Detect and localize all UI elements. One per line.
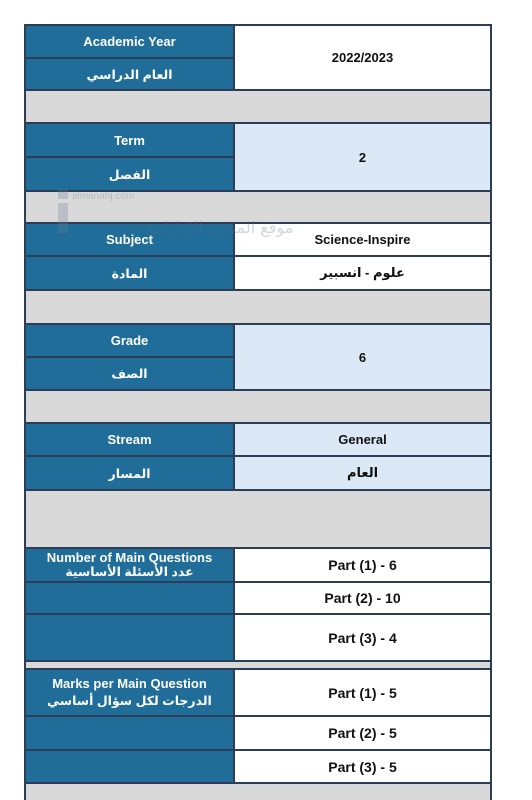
main-questions-part-3: Part (3) - 4 [235, 615, 490, 660]
main-questions-label [26, 549, 233, 581]
main-questions-part-1: Part (1) - 6 [235, 549, 490, 581]
spacer-row [26, 91, 490, 122]
stream-value: General [235, 424, 490, 455]
spacer-row [26, 192, 490, 222]
main-questions-label-ar: عدد الأسئلة الأساسية [65, 565, 194, 579]
marks-label-ar: الدرجات لكل سؤال أساسي [47, 694, 212, 708]
grade-value: 6 [235, 325, 490, 389]
main-questions-label-en: Number of Main Questions [46, 550, 213, 565]
main-questions-part-2: Part (2) - 10 [235, 583, 490, 613]
subject-value: Science-Inspire [235, 224, 490, 255]
term-label: Term [26, 124, 233, 156]
spacer-row [26, 662, 490, 668]
marks-label-filler [26, 751, 233, 782]
stream-label-ar: المسار [26, 457, 233, 489]
spacer-row [26, 391, 490, 422]
subject-label-ar: المادة [26, 257, 233, 289]
watermark-site: almanahj.com [72, 191, 135, 202]
spacer-row [26, 491, 490, 547]
marks-label-en: Marks per Main Question [52, 676, 207, 691]
academic-year-label: Academic Year [26, 26, 233, 57]
marks-label [26, 670, 233, 715]
stream-label: Stream [26, 424, 233, 455]
exam-info-sheet [24, 24, 492, 800]
term-label-ar: الفصل [26, 158, 233, 190]
watermark-text: موقع المناهج الإماراتية [146, 218, 294, 237]
subject-value-ar: علوم - انسبير [235, 257, 490, 289]
stream-value-ar: العام [235, 457, 490, 489]
academic-year-value: 2022/2023 [235, 26, 490, 89]
marks-part-3: Part (3) - 5 [235, 751, 490, 782]
term-value: 2 [235, 124, 490, 190]
main-questions-label-filler [26, 615, 233, 660]
main-questions-label-filler [26, 583, 233, 613]
subject-label: Subject [26, 224, 233, 255]
grade-label: Grade [26, 325, 233, 356]
marks-part-1: Part (1) - 5 [235, 670, 490, 715]
marks-label-filler [26, 717, 233, 749]
grade-label-ar: الصف [26, 358, 233, 389]
spacer-row [26, 291, 490, 323]
marks-part-2: Part (2) - 5 [235, 717, 490, 749]
spacer-row [26, 784, 490, 800]
academic-year-label-ar: العام الدراسي [26, 59, 233, 89]
